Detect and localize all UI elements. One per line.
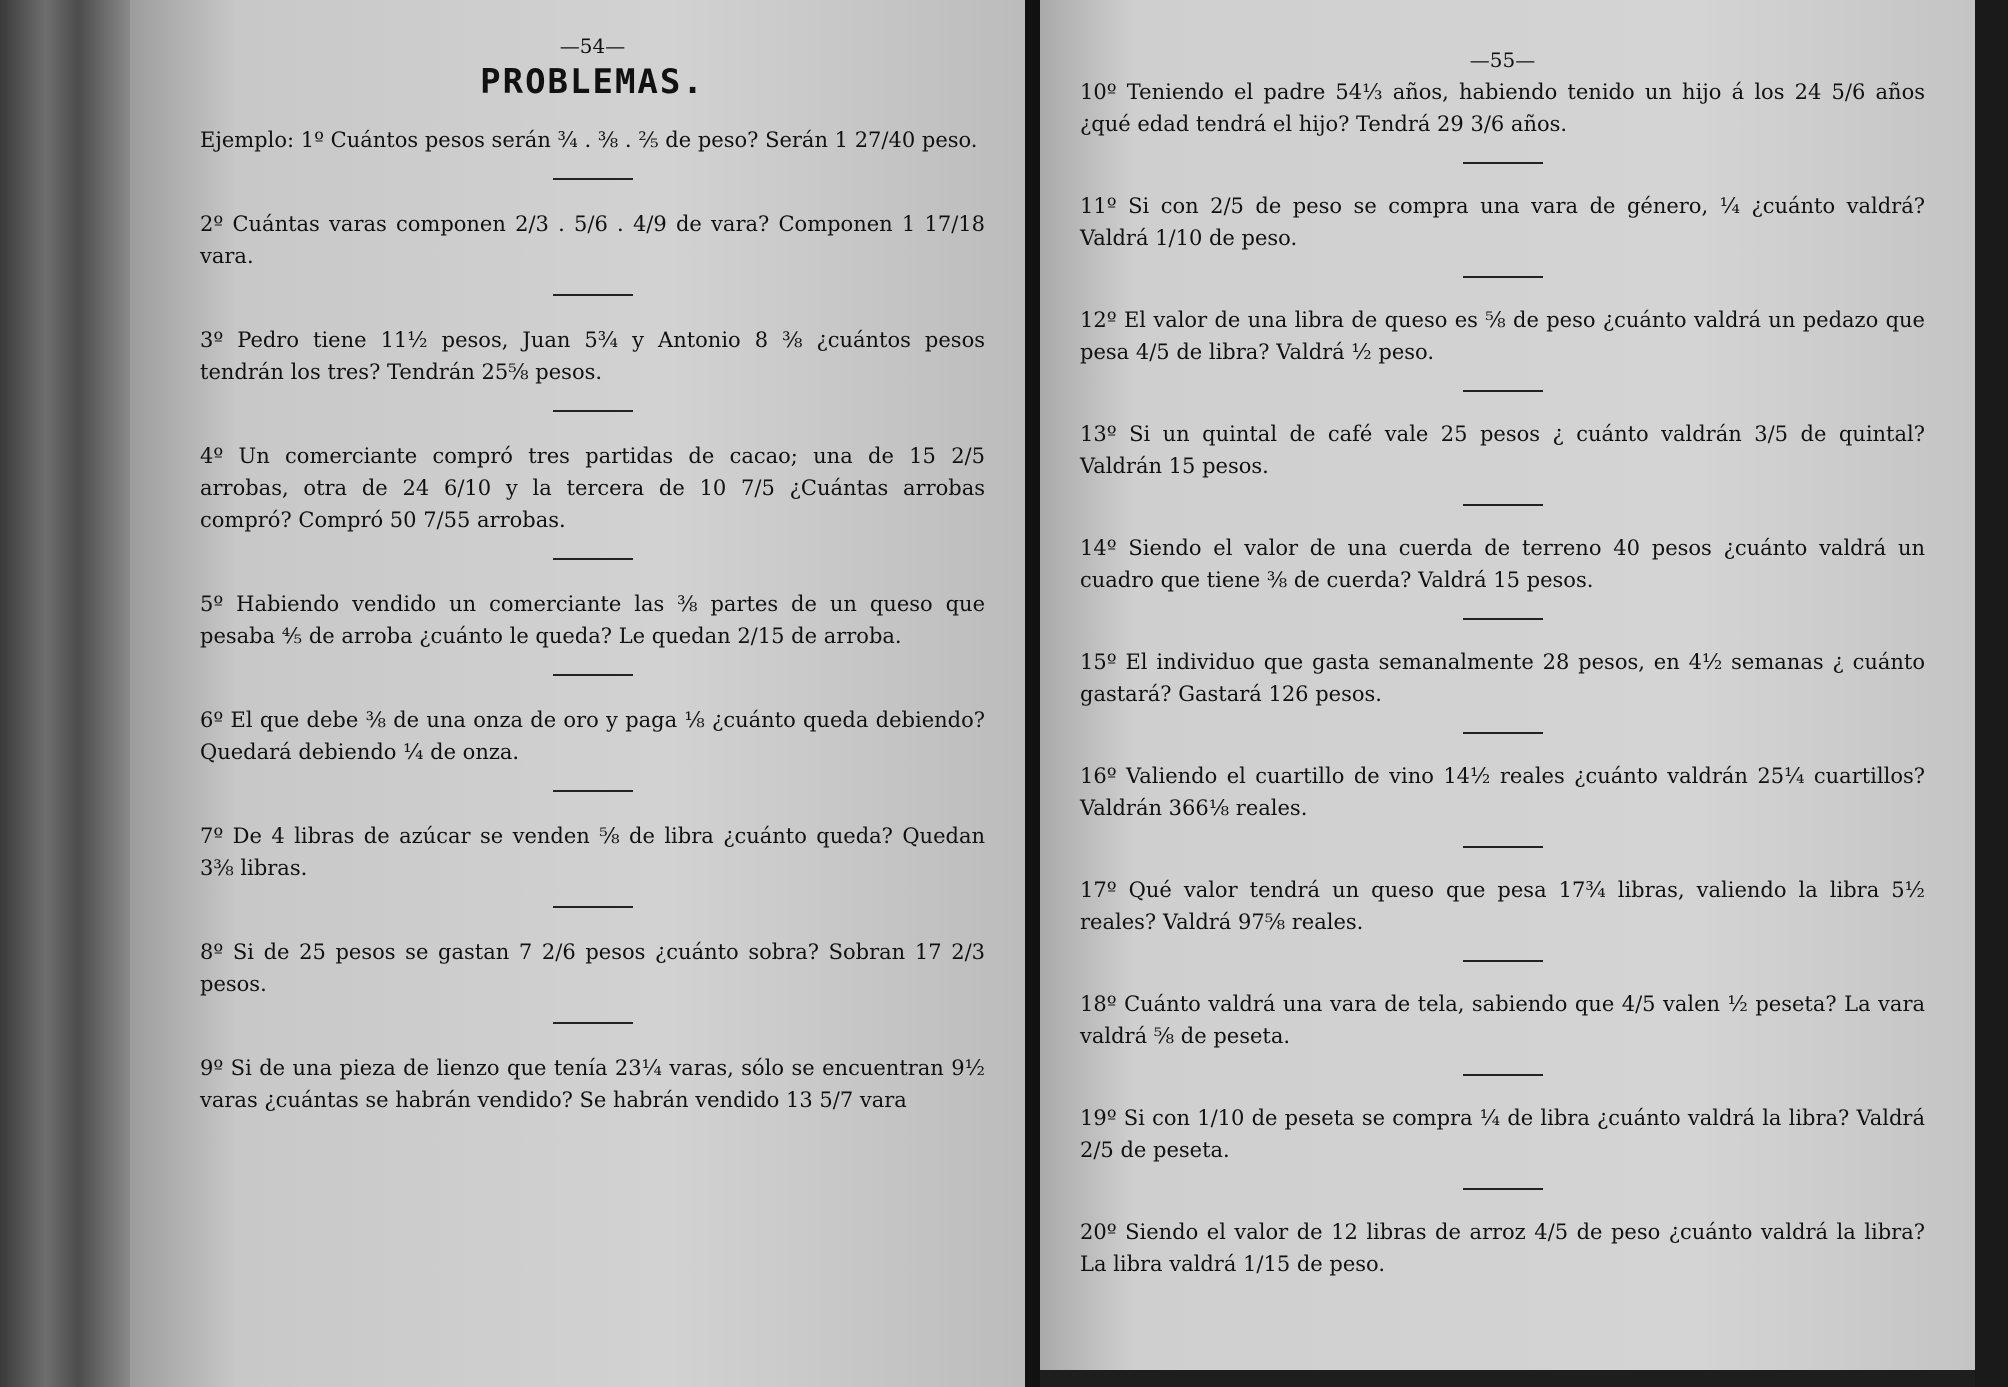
divider [553,294,633,296]
divider [1463,618,1543,620]
divider [1463,390,1543,392]
divider [553,410,633,412]
divider [1463,846,1543,848]
problem-9: 9º Si de una pieza de lienzo que tenía 23¼ varas, sólo se encuentran 9½ varas ¿cuántas se habrán vendido? Se habrán vendido 13 5/7 vara [200,1056,985,1112]
divider [553,674,633,676]
problem-3: 3º Pedro tiene 11½ pesos, Juan 5¾ y Antonio 8 ⅜ ¿cuántos pesos tendrán los tres? Tendrán 25⅝ pesos. [200,328,985,384]
divider [553,558,633,560]
right-page [1040,0,1975,1370]
problem-17: 17º Qué valor tendrá un queso que pesa 17¾ libras, valiendo la libra 5½ reales? Valdrá 97⅝ reales. [1080,878,1925,934]
page-gutter [1025,0,1040,1387]
divider [1463,504,1543,506]
left-page [130,0,1025,1387]
problem-example: Ejemplo: 1º Cuántos pesos serán ¾ . ⅜ . ⅖ de peso? Serán 1 27/40 peso. [200,128,978,152]
problem-19: 19º Si con 1/10 de peseta se compra ¼ de libra ¿cuánto valdrá la libra? Valdrá 2/5 de peseta. [1080,1106,1925,1162]
problem-5: 5º Habiendo vendido un comerciante las ⅜ partes de un queso que pesaba ⅘ de arroba ¿cuánto le queda? Le quedan 2/15 de arroba. [200,592,985,648]
problem-4: 4º Un comerciante compró tres partidas de cacao; una de 15 2/5 arrobas, otra de 24 6/10 y la tercera de 10 7/5 ¿Cuántas arrobas compró? Compró 50 7/55 arrobas. [200,444,985,532]
divider [553,790,633,792]
page-title: PROBLEMAS. [480,62,705,102]
problem-10: 10º Teniendo el padre 54⅓ años, habiendo tenido un hijo á los 24 5/6 años ¿qué edad tendrá el hijo? Tendrá 29 3/6 años. [1080,80,1925,136]
divider [553,1022,633,1024]
problem-18: 18º Cuánto valdrá una vara de tela, sabiendo que 4/5 valen ½ peseta? La vara valdrá ⅝ de peseta. [1080,992,1925,1048]
problem-15: 15º El individuo que gasta semanalmente 28 pesos, en 4½ semanas ¿ cuánto gastará? Gastará 126 pesos. [1080,650,1925,706]
page-edge [1975,0,2008,1387]
divider [1463,1188,1543,1190]
divider [553,178,633,180]
problem-11: 11º Si con 2/5 de peso se compra una vara de género, ¼ ¿cuánto valdrá? Valdrá 1/10 de peso. [1080,194,1925,250]
problem-20: 20º Siendo el valor de 12 libras de arroz 4/5 de peso ¿cuánto valdrá la libra? La libra valdrá 1/15 de peso. [1080,1220,1925,1276]
divider [1463,1074,1543,1076]
divider [1463,732,1543,734]
problem-2: 2º Cuántas varas componen 2/3 . 5/6 . 4/9 de vara? Componen 1 17/18 vara. [200,212,985,268]
problem-14: 14º Siendo el valor de una cuerda de terreno 40 pesos ¿cuánto valdrá un cuadro que tiene ⅜ de cuerda? Valdrá 15 pesos. [1080,536,1925,592]
divider [1463,276,1543,278]
divider [1463,960,1543,962]
problem-7: 7º De 4 libras de azúcar se venden ⅝ de libra ¿cuánto queda? Quedan 3⅜ libras. [200,824,985,880]
page-number-right: —55— [1469,48,1536,72]
divider [553,906,633,908]
problem-6: 6º El que debe ⅜ de una onza de oro y paga ⅛ ¿cuánto queda debiendo? Quedará debiendo ¼ de onza. [200,708,985,764]
book-binding [0,0,130,1387]
problem-13: 13º Si un quintal de café vale 25 pesos ¿ cuánto valdrán 3/5 de quintal? Valdrán 15 pesos. [1080,422,1925,478]
divider [1463,162,1543,164]
problem-8: 8º Si de 25 pesos se gastan 7 2/6 pesos ¿cuánto sobra? Sobran 17 2/3 pesos. [200,940,985,996]
problem-12: 12º El valor de una libra de queso es ⅝ de peso ¿cuánto valdrá un pedazo que pesa 4/5 de libra? Valdrá ½ peso. [1080,308,1925,364]
problem-16: 16º Valiendo el cuartillo de vino 14½ reales ¿cuánto valdrán 25¼ cuartillos? Valdrán 366⅛ reales. [1080,764,1925,820]
page-number-left: —54— [559,34,626,58]
